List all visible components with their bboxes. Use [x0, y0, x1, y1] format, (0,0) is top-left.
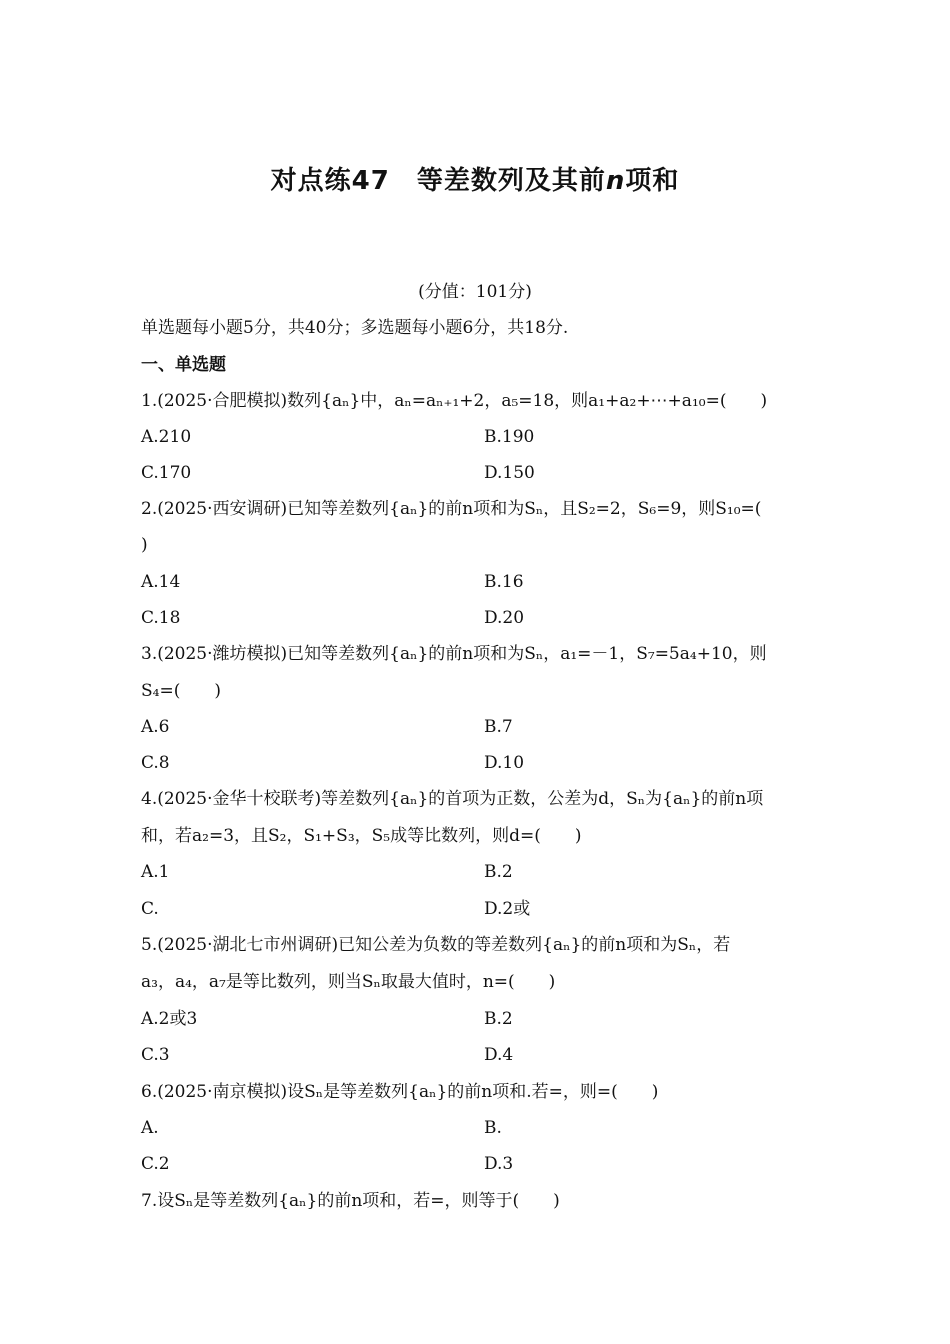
question-6-line-1: 6.(2025·南京模拟)设Sₙ是等差数列{aₙ}的前n项和.若=，则=( ) [141, 1082, 659, 1102]
question-4-line-1: 4.(2025·金华十校联考)等差数列{aₙ}的首项为正数，公差为d，Sₙ为{aₙ}的前n项 [141, 789, 764, 809]
question-5-line-2: a₃，a₄，a₇是等比数列，则当Sₙ取最大值时，n=( ) [141, 972, 556, 992]
title-suffix: 项和 [625, 166, 680, 196]
q5-option-d: D.4 [484, 1045, 514, 1065]
q6-option-c: C.2 [141, 1154, 170, 1174]
q2-option-a: A.14 [141, 572, 181, 592]
question-3-line-2: S₄=( ) [141, 681, 221, 701]
page-title [0, 160, 950, 197]
q1-option-b: B.190 [484, 427, 535, 447]
q4-option-b: B.2 [484, 862, 513, 882]
title-prefix: 对点练47 等差数列及其前 [270, 166, 606, 196]
q6-option-d: D.3 [484, 1154, 514, 1174]
question-3-line-1: 3.(2025·潍坊模拟)已知等差数列{aₙ}的前n项和为Sₙ，a₁=－1，S₇=5a₄+10，则 [141, 644, 767, 664]
q5-option-a: A.2或3 [141, 1009, 198, 1029]
q4-option-a: A.1 [141, 862, 170, 882]
question-2-line-2: ) [141, 535, 148, 555]
question-2-line-1: 2.(2025·西安调研)已知等差数列{aₙ}的前n项和为Sₙ，且S₂=2，S₆=9，则S₁₀=( [141, 499, 762, 519]
title-var: n [605, 166, 626, 196]
q6-option-a: A. [141, 1118, 159, 1138]
q2-option-c: C.18 [141, 608, 181, 628]
q1-option-d: D.150 [484, 463, 535, 483]
q4-option-d: D.2或 [484, 899, 531, 919]
score-line: (分值：101分) [418, 282, 532, 302]
q6-option-b: B. [484, 1118, 502, 1138]
q2-option-b: B.16 [484, 572, 524, 592]
question-4-line-2: 和，若a₂=3，且S₂，S₁+S₃，S₅成等比数列，则d=( ) [141, 826, 582, 846]
q3-option-c: C.8 [141, 753, 170, 773]
q4-option-c: C. [141, 899, 159, 919]
question-7-line-1: 7.设Sₙ是等差数列{aₙ}的前n项和，若=，则等于( ) [141, 1191, 560, 1211]
question-1-line-1: 1.(2025·合肥模拟)数列{aₙ}中，aₙ=aₙ₊₁+2，a₅=18，则a₁+a₂+⋯+a₁₀=( ) [141, 391, 768, 411]
q1-option-a: A.210 [141, 427, 192, 447]
q3-option-d: D.10 [484, 753, 525, 773]
q2-option-d: D.20 [484, 608, 525, 628]
q5-option-c: C.3 [141, 1045, 170, 1065]
section-heading: 一、单选题 [141, 355, 226, 375]
question-5-line-1: 5.(2025·湖北七市州调研)已知公差为负数的等差数列{aₙ}的前n项和为Sₙ，若 [141, 935, 731, 955]
q3-option-b: B.7 [484, 717, 513, 737]
q3-option-a: A.6 [141, 717, 170, 737]
q5-option-b: B.2 [484, 1009, 513, 1029]
instructions: 单选题每小题5分，共40分；多选题每小题6分，共18分. [141, 318, 569, 338]
q1-option-c: C.170 [141, 463, 192, 483]
